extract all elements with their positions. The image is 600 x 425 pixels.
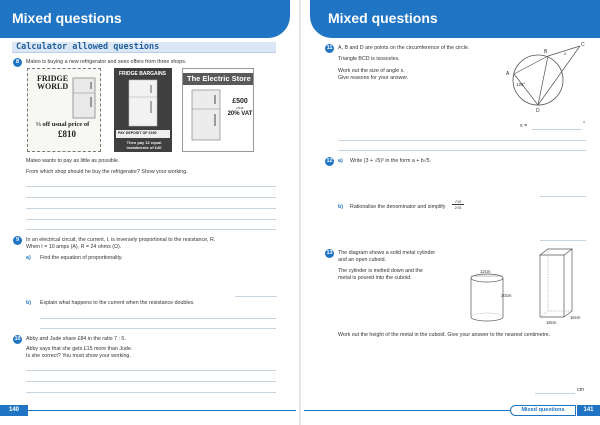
left-page-header <box>0 0 290 38</box>
right-page-header <box>310 0 600 38</box>
question-11-line4: Give reasons for your answer. <box>338 75 409 81</box>
question-9-line1: In an electrical circuit, the current, I, is inversely proportional to the resistance, R. <box>26 237 216 243</box>
section-heading-text: Calculator allowed questions <box>16 42 160 52</box>
answer-line <box>338 140 586 141</box>
question-8-text: Mateo is buying a new refrigerator and sees offers from three shops. <box>26 59 187 65</box>
question-8-number: 8 <box>13 58 22 67</box>
fridge-bargains-title: FRIDGE BARGAINS <box>119 71 166 77</box>
question-13-number: 13 <box>326 250 333 256</box>
question-12-part-b: Rationalise the denominator and simplify <box>350 204 446 210</box>
question-12-part-b-label: b) <box>338 204 343 210</box>
answer-line <box>26 392 276 393</box>
question-10-line2: Abby says that she gets £15 more than Jude. <box>26 346 133 352</box>
question-13-line2: and an open cuboid. <box>338 257 387 263</box>
advert-fridge-world <box>27 68 101 152</box>
fraction-denominator: 2√5 <box>454 205 462 210</box>
label-angle: 128° <box>516 82 526 87</box>
electric-store-price: £500 <box>232 98 248 105</box>
question-11-number: 11 <box>326 45 333 51</box>
question-11-answer-unit: ° <box>583 121 586 127</box>
question-12-part-a: Write (3 + √5)² in the form a + b√5. <box>350 158 432 164</box>
answer-line <box>26 208 276 209</box>
answer-line <box>26 229 276 230</box>
fraction-numerator: √10 <box>452 199 464 205</box>
question-8-line1: Mateo wants to pay as little as possible. <box>26 158 120 164</box>
electric-store-vat: 20% VAT <box>227 111 253 117</box>
question-13-line3: The cylinder is melted down and the <box>338 268 423 274</box>
question-10-line1: Abby and Jude share £84 in the ratio 7 : 5. <box>26 336 126 342</box>
answer-line <box>532 129 582 130</box>
question-9-number: 9 <box>13 236 22 245</box>
answer-line <box>40 328 276 329</box>
answer-line <box>540 240 586 241</box>
fridge-world-offer: ⅓ off usual price of <box>36 121 90 128</box>
advert-fridge-bargains <box>114 68 172 152</box>
fridge-image <box>128 79 158 127</box>
question-9-part-b: Explain what happens to the current when the resistance doubles. <box>40 300 195 306</box>
right-page-title: Mixed questions <box>328 10 438 26</box>
label-c: C <box>581 42 585 48</box>
label-b: B <box>544 49 548 55</box>
question-9-part-a-label: a) <box>26 255 31 261</box>
question-8-line2: From which shop should he buy the refrigerator? Show your working. <box>26 169 188 175</box>
label-a: A <box>506 71 510 77</box>
question-13-line5: Work out the height of the metal in the cuboid. Give your answer to the nearest centimetre. <box>338 332 551 338</box>
left-page-title: Mixed questions <box>12 10 122 26</box>
question-12-number: 12 <box>326 158 333 164</box>
cuboid-width-label: 18cm <box>546 320 557 325</box>
answer-line <box>26 381 276 382</box>
answer-line <box>535 393 575 394</box>
answer-line <box>26 370 276 371</box>
question-13-answer-unit: cm <box>577 387 585 393</box>
cylinder-height-label: 30cm <box>501 293 512 298</box>
question-13-line1: The diagram shows a solid metal cylinder <box>338 250 436 256</box>
question-11-line3: Work out the size of angle x. <box>338 68 405 74</box>
fridge-bargains-instalments: Then pay 12 equal instalments of £40 <box>126 140 162 150</box>
answer-line <box>26 197 276 198</box>
section-heading <box>12 42 276 53</box>
answer-line <box>40 318 276 319</box>
footer-rule <box>304 410 510 411</box>
answer-line <box>26 186 276 187</box>
question-9-part-a: Find the equation of proportionality. <box>40 255 123 261</box>
right-page-footer-label: Mixed questions <box>510 405 576 416</box>
fridge-image <box>191 89 221 141</box>
label-x: x <box>564 52 567 57</box>
answer-line <box>338 150 586 151</box>
question-10-line3: Is she correct? You must show your working. <box>26 353 131 359</box>
circle-diagram <box>500 40 590 112</box>
cuboid-depth-label: 16cm <box>570 315 581 320</box>
electric-store-plus: plus <box>236 106 244 110</box>
page-gutter <box>299 0 301 425</box>
fridge-image <box>72 77 96 119</box>
footer-rule <box>28 410 296 411</box>
right-page-number: 141 <box>577 405 600 416</box>
cylinder-cuboid-diagram <box>460 245 590 327</box>
fridge-world-title: FRIDGE WORLD <box>37 74 69 91</box>
left-page-number: 140 <box>0 405 28 416</box>
question-11-line1: A, B and D are points on the circumference of the circle. <box>338 45 470 51</box>
label-d: D <box>536 108 540 112</box>
advert-electric-store <box>182 68 254 152</box>
cylinder-diameter-label: 12cm <box>480 269 491 274</box>
question-11-answer-label: x = <box>520 123 528 129</box>
question-12-part-a-label: a) <box>338 158 343 164</box>
fridge-bargains-deposit: PAY DEPOSIT OF £150 <box>118 131 157 135</box>
answer-line <box>26 219 276 220</box>
fridge-world-price: £810 <box>58 129 76 139</box>
question-10-number: 10 <box>14 336 21 342</box>
question-12-fraction <box>452 199 464 210</box>
answer-line <box>540 196 586 197</box>
answer-line <box>235 296 277 297</box>
question-9-part-b-label: b) <box>26 300 31 306</box>
question-11-line2: Triangle BCD is isosceles. <box>338 56 400 62</box>
question-13-line4: metal is poured into the cuboid. <box>338 275 412 281</box>
question-9-line2: When I = 10 amps (A), R = 24 ohms (Ω). <box>26 244 122 250</box>
electric-store-title: The Electric Store <box>187 74 251 83</box>
